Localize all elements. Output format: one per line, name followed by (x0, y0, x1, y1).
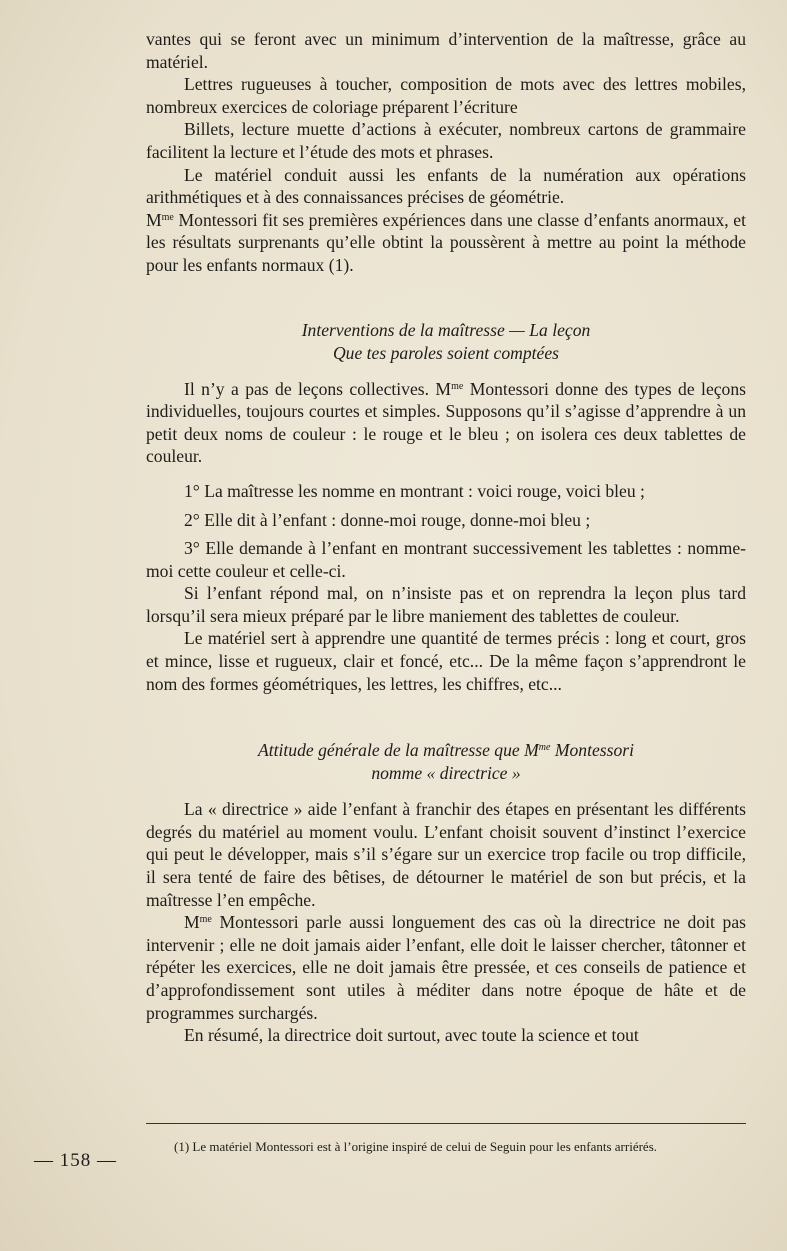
heading-line: Attitude générale de la maîtresse que $M^{me}$ Montessori (257, 740, 635, 761)
paragraph-no-intervention: $M^{me}$ Montessori parle aussi longuement des cas où la directrice ne doit pas intervenir ; elle ne doit jamais aider l’enfant, elle doit le laisser chercher, tâtonner et répéter les exercices, elle ne doit jamais être pressée, et ces conseils de patience et d’approfondissement sont utiles à méditer dans notre époque de hâte et de programmes surchargés. (146, 912, 746, 1023)
numbered-step-2: 2° Elle dit à l’enfant : donne-moi rouge, donne-moi bleu ; (184, 509, 591, 530)
footnote-text: (1) Le matériel Montessori est à l’origine inspiré de celui de Seguin pour les enfants arriérés. (174, 1139, 658, 1154)
paragraph-summary: En résumé, la directrice doit surtout, avec toute la science et tout (184, 1025, 639, 1046)
heading-line: Que tes paroles soient comptées (332, 342, 560, 363)
footnote (146, 1138, 746, 1155)
paragraph-arithmetic: Le matériel conduit aussi les enfants de la numération aux opérations arithmétiques et à des connaissances précises de géométrie. (146, 164, 746, 208)
numbered-step-3: 3° Elle demande à l’enfant en montrant successivement les tablettes : nomme-moi cette couleur et celle-ci. (146, 538, 746, 581)
paragraph-terms: Le matériel sert à apprendre une quantité de termes précis : long et court, gros et mince, lisse et rugueux, clair et foncé, etc... De la même façon s’apprendront le nom des formes géométriques, les lettres, les chiffres, etc... (146, 628, 746, 694)
paragraph-wrong-answer: Si l’enfant répond mal, on n’insiste pas et on reprendra la leçon plus tard lorsqu’il sera mieux préparé par le libre maniement des tablettes de couleur. (146, 583, 746, 626)
section-heading-interventions (146, 319, 746, 365)
footnote-divider (146, 1123, 746, 1124)
heading-line: Interventions de la maîtresse — La leçon (301, 319, 591, 340)
paragraph-experiences: $M^{me}$ Montessori fit ses premières expériences dans une classe d’enfants anormaux, et les résultats surprenants qu’elle obtint la poussèrent à mettre au point la méthode pour les enfants normaux (1). (146, 209, 746, 275)
heading-line: nomme « directrice » (371, 763, 521, 784)
paragraph-directrice: La « directrice » aide l’enfant à franchir des étapes en présentant les différents degrés du matériel au moment voulu. L’enfant choisit souvent d’instinct l’exercice qui peut le développer, mais s’il s’égare sur un exercice trop facile ou trop difficile, il sera tenté de faire des bêtises, de détourner le matériel de son but précis, et la maîtresse l’en empêche. (146, 799, 746, 910)
main-text-column (146, 28, 746, 1047)
paragraph-continuation: vantes qui se feront avec un minimum d’intervention de la maîtresse, grâce au matériel. (146, 29, 746, 72)
paragraph-reading: Billets, lecture muette d’actions à exécuter, nombreux cartons de grammaire facilitent la lecture et l’étude des mots et phrases. (146, 119, 746, 162)
paragraph-writing: Lettres rugueuses à toucher, composition de mots avec des lettres mobiles, nombreux exercices de coloriage préparent l’écriture (146, 74, 746, 117)
page-number: — 158 — (34, 1150, 117, 1171)
section-heading-attitude (146, 739, 746, 785)
paragraph-lessons: Il n’y a pas de leçons collectives. $M^{me}$ Montessori donne des types de leçons individuelles, toujours courtes et simples. Supposons qu’il s’agisse d’apprendre à un petit deux noms de couleur : le rouge et le bleu ; on isolera ces deux tablettes de couleur. (146, 378, 746, 467)
numbered-step-1: 1° La maîtresse les nomme en montrant : voici rouge, voici bleu ; (184, 480, 645, 501)
